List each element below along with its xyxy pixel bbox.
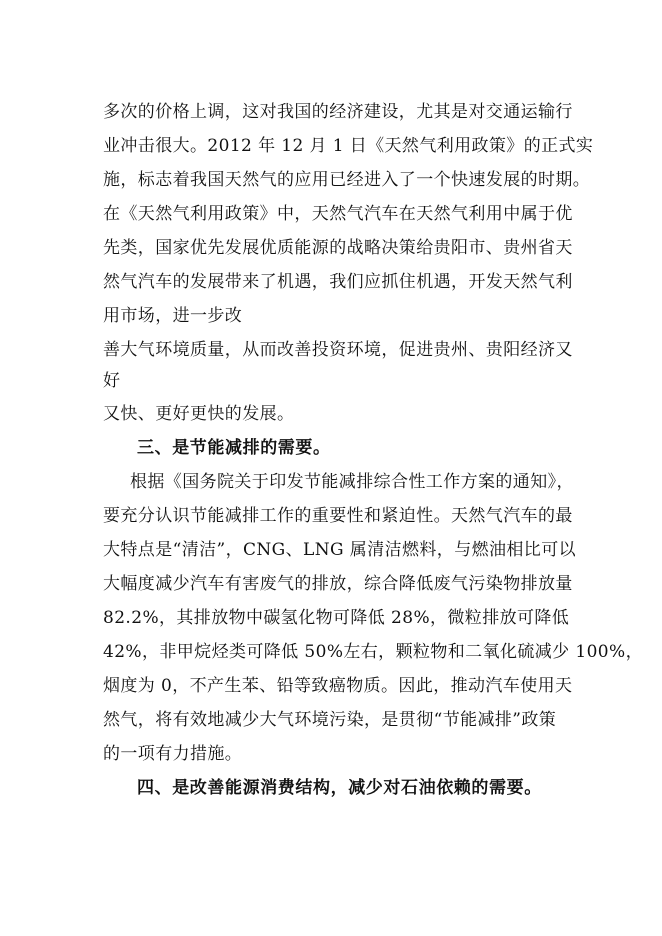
paragraph-line: 大特点是“清洁”，CNG、LNG 属清洁燃料，与燃油相比可以: [103, 540, 576, 560]
paragraph-line: 又快、更好更快的发展。: [103, 404, 295, 424]
paragraph-line: 82.2%，其排放物中碳氢化物可降低 28%，微粒排放可降低: [103, 608, 570, 628]
paragraph-line: 42%，非甲烷烃类可降低 50%左右，颗粒物和二氧化硫减少 100%，: [103, 642, 643, 662]
paragraph-line: 业冲击很大。2012 年 12 月 1 日《天然气利用政策》的正式实: [103, 136, 594, 156]
paragraph-line: 然气汽车的发展带来了机遇，我们应抓住机遇，开发天然气利: [103, 272, 573, 292]
paragraph-line: 善大气环境质量，从而改善投资环境，促进贵州、贵阳经济又: [103, 340, 573, 360]
paragraph-line: 施，标志着我国天然气的应用已经进入了一个快速发展的时期。: [103, 170, 591, 190]
paragraph-line: 好: [103, 371, 121, 391]
paragraph-line: 大幅度减少汽车有害废气的排放，综合降低废气污染物排放量: [103, 574, 573, 594]
section-heading-4: 四、是改善能源消费结构，减少对石油依赖的需要。: [137, 778, 542, 798]
paragraph-line: 先类，国家优先发展优质能源的战略决策给贵阳市、贵州省天: [103, 238, 573, 258]
paragraph-line: 的一项有力措施。: [103, 744, 243, 764]
paragraph-line: 用市场，进一步改: [103, 306, 243, 326]
paragraph-line: 多次的价格上调，这对我国的经济建设，尤其是对交通运输行: [103, 102, 573, 122]
paragraph-line: 根据《国务院关于印发节能减排综合性工作方案的通知》，: [130, 472, 574, 492]
paragraph-line: 要充分认识节能减排工作的重要性和紧迫性。天然气汽车的最: [103, 506, 573, 526]
paragraph-line: 在《天然气利用政策》中，天然气汽车在天然气利用中属于优: [103, 204, 573, 224]
section-heading-3: 三、是节能减排的需要。: [137, 438, 331, 458]
paragraph-line: 然气，将有效地减少大气环境污染，是贯彻“节能减排”政策: [103, 710, 557, 730]
paragraph-line: 烟度为 0，不产生苯、铅等致癌物质。因此，推动汽车使用天: [103, 676, 573, 696]
